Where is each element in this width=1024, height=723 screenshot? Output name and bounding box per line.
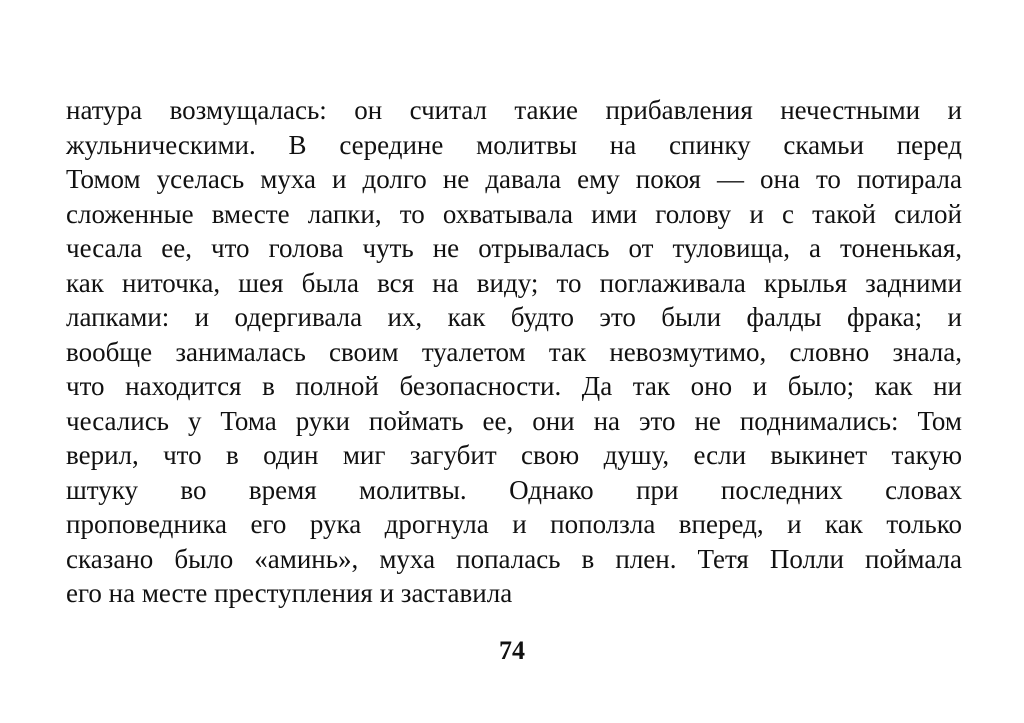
text-line: сказано было «аминь», муха попалась в плен. Тетя Полли поймала <box>66 543 962 574</box>
text-line-last: его на месте преступления и заставила <box>66 578 513 608</box>
text-line: чесала ее, что голова чуть не отрывалась от туловища, а тоненькая, <box>66 233 962 263</box>
page-number: 74 <box>499 636 525 665</box>
text-line: штуку во время молитвы. Однако при последних словах <box>66 474 962 505</box>
text-line: как ниточка, шея была вся на виду; то поглаживала крылья задними <box>66 267 962 298</box>
text-line: натура возмущалась: он считал такие прибавления нечестными и <box>66 95 962 125</box>
text-line: жульническими. В середине молитвы на спинку скамьи перед <box>66 129 962 160</box>
text-line: сложенные вместе лапки, то охватывала ими голову и с такой силой <box>66 198 962 229</box>
text-line: чесались у Тома руки поймать ее, они на это не поднимались: Том <box>66 405 962 436</box>
text-line: проповедника его рука дрогнула и поползла вперед, и как только <box>66 509 962 539</box>
text-line: лапками: и одергивала их, как будто это были фалды фрака; и <box>66 302 962 332</box>
text-line: что находится в полной безопасности. Да так оно и было; как ни <box>66 371 962 401</box>
text-line: Томом уселась муха и долго не давала ему покоя — она то потирала <box>66 164 962 194</box>
text-line: вообще занималась своим туалетом так невозмутимо, словно знала, <box>66 336 962 367</box>
text-line: верил, что в один миг загубит свою душу, если выкинет такую <box>66 440 962 470</box>
body-text <box>66 93 962 611</box>
